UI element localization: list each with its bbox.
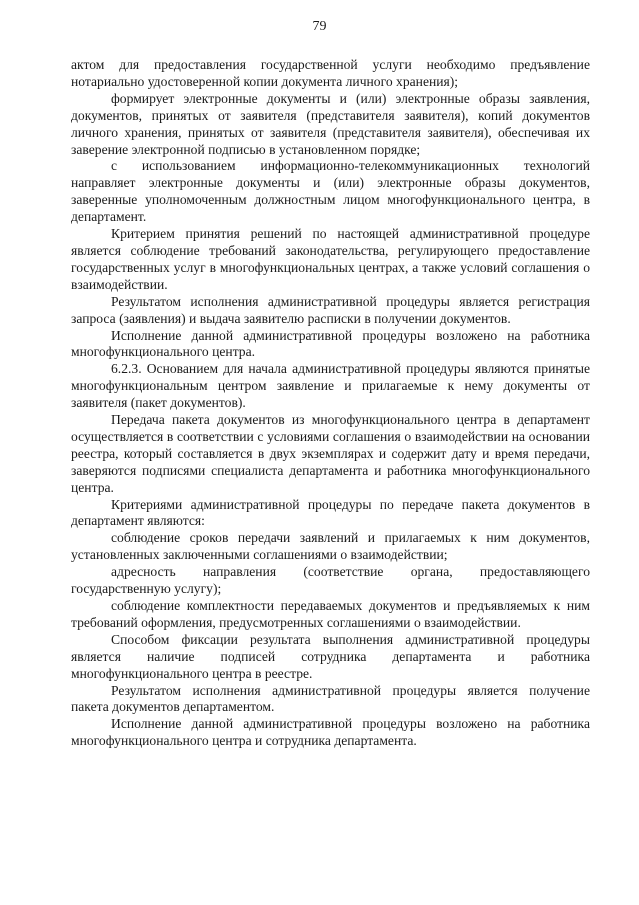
paragraph: Передача пакета документов из многофункционального центра в департамент осуществляется в соответствии с условиями соглашения о взаимодействии на основании реестра, который составляется в двух экземплярах и содержит дату и время передачи, заверяются подписями специалиста департамента и работника многофункционального центра. [71, 412, 590, 495]
paragraph: Исполнение данной административной процедуры возложено на работника многофункционального центра. [71, 327, 590, 360]
paragraph: соблюдение сроков передачи заявлений и прилагаемых к ним документов, установленных заключенными соглашениями о взаимодействии; [71, 530, 590, 563]
paragraph: Результатом исполнения административной процедуры является регистрация запроса (заявления) и выдача заявителю расписки в получении документов. [71, 293, 590, 326]
paragraph: Способом фиксации результата выполнения административной процедуры является наличие подписей сотрудника департамента и работника многофункционального центра в реестре. [71, 631, 590, 681]
paragraph: Критерием принятия решений по настоящей административной процедуре является соблюдение требований законодательства, регулирующего предоставление государственных услуг в многофункциональных центрах, а также условий соглашения о взаимодействии. [71, 226, 590, 292]
document-body [71, 57, 590, 750]
page-number: 79 [312, 19, 327, 34]
paragraph: с использованием информационно-телекоммуникационных технологий направляет электронные документы и (или) электронные образы документов, заверенные уполномоченным должностным лицом многофункционального центра, в департамент. [71, 158, 590, 225]
paragraph: Критериями административной процедуры по передаче пакета документов в департамент являются: [71, 496, 590, 529]
paragraph-section-6-2-3: 6.2.3. Основанием для начала административной процедуры являются принятые многофункциональным центром заявление и прилагаемые к нему документы от заявителя (пакет документов). [71, 361, 590, 411]
paragraph: адресность направления (соответствие органа, предоставляющего государственную услугу); [71, 564, 590, 597]
paragraph: Исполнение данной административной процедуры возложено на работника многофункционального центра и сотрудника департамента. [71, 716, 590, 749]
paragraph: формирует электронные документы и (или) электронные образы заявления, документов, принятых от заявителя (представителя заявителя), копий документов личного хранения, принятых от заявителя (представителя заявителя), обеспечивая их заверение электронной подписью в установленном порядке; [71, 90, 590, 157]
paragraph-continuation: актом для предоставления государственной услуги необходимо предъявление нотариально удостоверенной копии документа личного хранения); [71, 57, 590, 89]
paragraph: соблюдение комплектности передаваемых документов и предъявляемых к ним требований оформления, предусмотренных соглашениями о взаимодействии. [71, 598, 590, 630]
paragraph: Результатом исполнения административной процедуры является получение пакета документов департаментом. [71, 682, 590, 715]
